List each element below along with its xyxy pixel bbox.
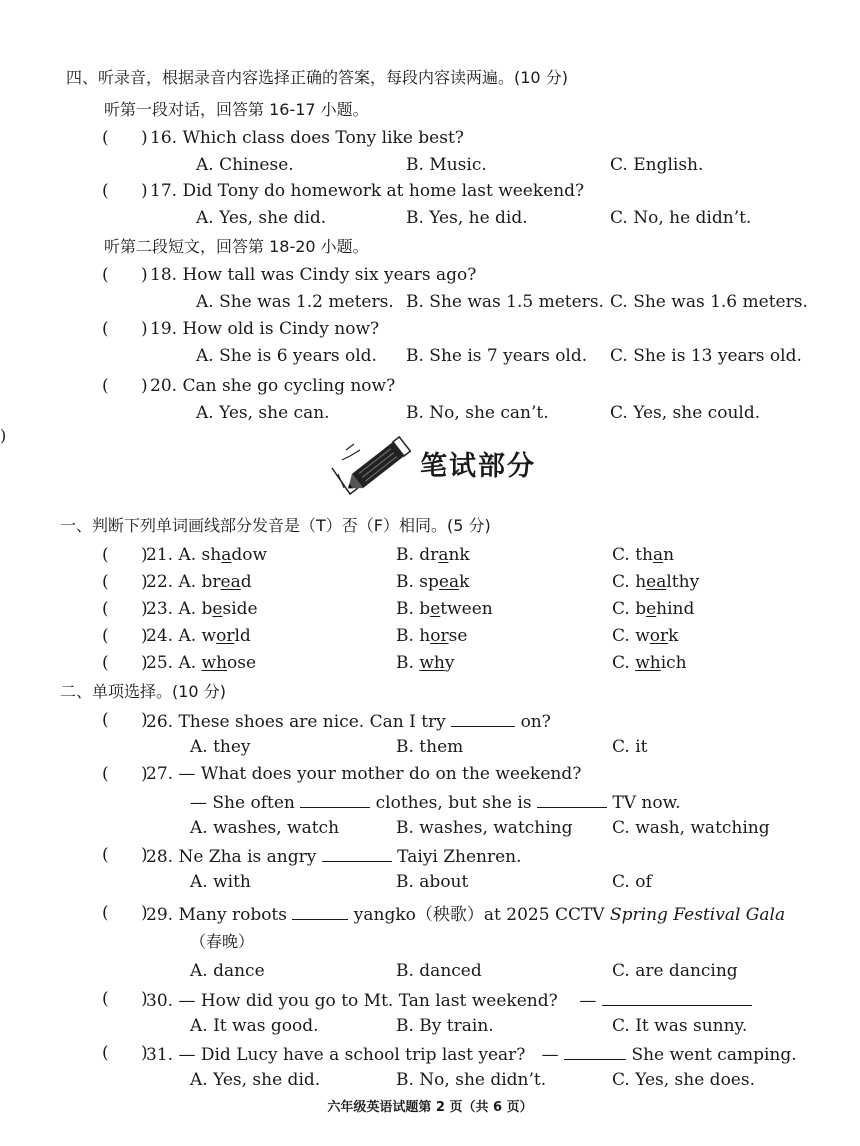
question-25-c: C. which [612,653,687,673]
answer-paren-27[interactable]: ( ) [102,764,148,784]
question-19: 19. How old is Cindy now? [150,319,380,339]
option-19-b: B. She is 7 years old. [406,346,588,366]
option-20-a: A. Yes, she can. [196,403,330,423]
option-30-c: C. It was sunny. [612,1016,748,1036]
edge-mark: ) [0,426,7,445]
option-26-b: B. them [396,737,464,757]
question-27-line2: — She often clothes, but she is TV now. [190,793,681,813]
option-28-a: A. with [190,872,251,892]
question-31: 31. — Did Lucy have a school trip last year? — She went camping. [146,1045,797,1065]
option-28-b: B. about [396,872,469,892]
blank-26[interactable] [451,710,515,727]
question-23-c: C. behind [612,599,695,619]
question-24-b: B. horse [396,626,468,646]
section4-part1: 听第一段对话，回答第 16-17 小题。 [104,100,369,119]
answer-paren-19[interactable]: ( ) [102,319,148,339]
answer-paren-21[interactable]: ( ) [102,545,148,565]
question-22-c: C. healthy [612,572,700,592]
answer-paren-16[interactable]: ( ) [102,128,148,148]
option-29-a: A. dance [190,961,265,981]
pencil-icon [328,430,418,500]
question-24-a: 24. A. world [146,626,251,646]
option-26-a: A. they [190,737,251,757]
option-29-b: B. danced [396,961,482,981]
question-21-c: C. than [612,545,675,565]
blank-30[interactable] [602,989,752,1006]
blank-28[interactable] [322,845,392,862]
option-20-c: C. Yes, she could. [610,403,761,423]
section4-part2: 听第二段短文，回答第 18-20 小题。 [104,237,369,256]
answer-paren-24[interactable]: ( ) [102,626,148,646]
option-16-c: C. English. [610,155,704,175]
question-21-a: 21. A. shadow [146,545,268,565]
answer-paren-31[interactable]: ( ) [102,1043,148,1063]
option-27-c: C. wash, watching [612,818,770,838]
question-17: 17. Did Tony do homework at home last weekend? [150,181,585,201]
answer-paren-18[interactable]: ( ) [102,265,148,285]
option-17-c: C. No, he didn’t. [610,208,752,228]
answer-paren-26[interactable]: ( ) [102,710,148,730]
answer-paren-28[interactable]: ( ) [102,845,148,865]
question-25-b: B. why [396,653,455,673]
section2-heading: 二、单项选择。(10 分) [60,682,226,701]
option-16-b: B. Music. [406,155,487,175]
question-20: 20. Can she go cycling now? [150,376,396,396]
option-26-c: C. it [612,737,648,757]
question-22-b: B. speak [396,572,470,592]
option-17-b: B. Yes, he did. [406,208,528,228]
question-18: 18. How tall was Cindy six years ago? [150,265,477,285]
option-18-a: A. She was 1.2 meters. [196,292,394,312]
question-30: 30. — How did you go to Mt. Tan last weekend? — [146,989,752,1011]
section4-heading: 四、听录音，根据录音内容选择正确的答案，每段内容读两遍。(10 分) [66,68,568,87]
option-31-c: C. Yes, she does. [612,1070,755,1090]
question-27: 27. — What does your mother do on the weekend? [146,764,582,784]
option-19-c: C. She is 13 years old. [610,346,802,366]
option-18-c: C. She was 1.6 meters. [610,292,808,312]
option-31-a: A. Yes, she did. [190,1070,321,1090]
question-22-a: 22. A. bread [146,572,252,592]
option-28-c: C. of [612,872,652,892]
option-20-b: B. No, she can’t. [406,403,549,423]
answer-paren-22[interactable]: ( ) [102,572,148,592]
option-27-b: B. washes, watching [396,818,573,838]
answer-paren-20[interactable]: ( ) [102,376,148,396]
answer-paren-17[interactable]: ( ) [102,181,148,201]
question-16: 16. Which class does Tony like best? [150,128,464,148]
writing-part-title: 笔试部分 [420,451,536,482]
option-31-b: B. No, she didn’t. [396,1070,547,1090]
answer-paren-25[interactable]: ( ) [102,653,148,673]
option-17-a: A. Yes, she did. [196,208,327,228]
option-19-a: A. She is 6 years old. [196,346,377,366]
option-30-a: A. It was good. [190,1016,319,1036]
question-21-b: B. drank [396,545,470,565]
question-25-a: 25. A. whose [146,653,257,673]
answer-paren-23[interactable]: ( ) [102,599,148,619]
answer-paren-30[interactable]: ( ) [102,989,148,1009]
question-24-c: C. work [612,626,679,646]
blank-29[interactable] [292,903,348,920]
blank-31[interactable] [564,1043,626,1060]
page-footer: 六年级英语试题第 2 页（共 6 页） [327,1100,533,1115]
question-23-b: B. between [396,599,493,619]
option-16-a: A. Chinese. [196,155,294,175]
section1-heading: 一、判断下列单词画线部分发音是（T）否（F）相同。(5 分) [60,516,491,535]
option-29-c: C. are dancing [612,961,738,981]
blank-27-2[interactable] [537,791,607,808]
option-30-b: B. By train. [396,1016,494,1036]
option-18-b: B. She was 1.5 meters. [406,292,604,312]
question-26: 26. These shoes are nice. Can I try on? [146,712,551,732]
question-23-a: 23. A. beside [146,599,258,619]
answer-paren-29[interactable]: ( ) [102,903,148,923]
question-29-line2: （春晚） [190,932,255,951]
option-27-a: A. washes, watch [190,818,340,838]
question-28: 28. Ne Zha is angry Taiyi Zhenren. [146,847,522,867]
question-29: 29. Many robots yangko（秧歌）at 2025 CCTV Spring Festival Gala [146,905,786,925]
blank-27-1[interactable] [300,791,370,808]
